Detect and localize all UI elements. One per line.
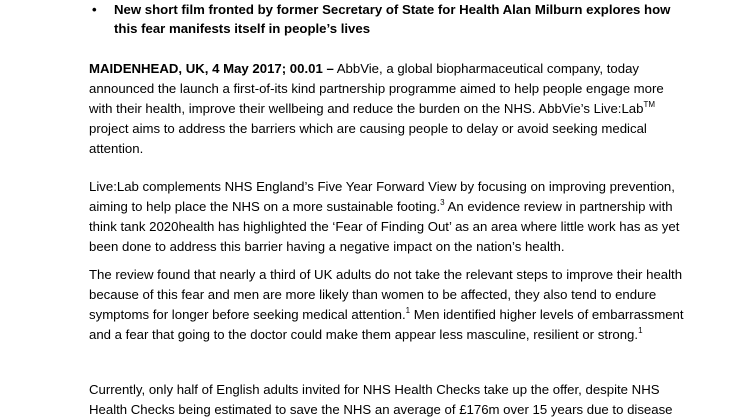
bullet-text: New short film fronted by former Secretary of State for Health Alan Milburn explores how this fear manifests itself in people’s lives bbox=[114, 2, 671, 36]
paragraph-review-text-b: Men identified higher levels of embarrassment and a fear that going to the doctor could make them appear less masculine, resilient or strong. bbox=[89, 307, 684, 342]
paragraph-launch-text-b: project aims to address the barriers which are causing people to delay or avoid seeking medical attention. bbox=[89, 121, 647, 156]
paragraph-livelab bbox=[89, 177, 689, 257]
paragraph-health-checks bbox=[89, 380, 689, 419]
paragraph-review-text-a: The review found that nearly a third of UK adults do not take the relevant steps to improve their health because of this fear and men are more likely than women to be affected, they also tend to endure symptoms for longer before seeking medical attention. bbox=[89, 267, 683, 322]
dateline: MAIDENHEAD, UK, 4 May 2017; 00.01 – bbox=[89, 61, 334, 76]
paragraph-health-checks-text: Currently, only half of English adults invited for NHS Health Checks take up the offer, despite NHS Health Checks being estimated to save the NHS an average of £176m over 15 years due to disease bbox=[89, 382, 673, 417]
footnote-ref: 1 bbox=[638, 326, 643, 335]
paragraph-livelab-text-a: Live:Lab complements NHS England’s Five Year Forward View by focusing on improving prevention, aiming to help place the NHS on a more sustainable footing. bbox=[89, 179, 675, 214]
footnote-ref: 3 bbox=[440, 198, 445, 207]
paragraph-review bbox=[89, 265, 689, 345]
paragraph-launch bbox=[89, 59, 689, 159]
trademark-mark: TM bbox=[643, 100, 656, 109]
bullet-symbol: • bbox=[92, 2, 97, 17]
footnote-ref: 1 bbox=[405, 306, 411, 315]
paragraph-livelab-text-b: An evidence review in partnership with think tank 2020health has highlighted the ‘Fear of Finding Out’ as an area where little work has as yet been done to address this barrier having a negative impact on the nation’s health. bbox=[89, 199, 680, 254]
paragraph-launch-text-a: AbbVie, a global biopharmaceutical company, today announced the launch a first-of-its kind partnership programme aimed to help people engage more with their health, improve their wellbeing and reduce the burden on the NHS. AbbVie’s Live:Lab bbox=[89, 61, 664, 116]
bullet-item bbox=[92, 0, 674, 38]
